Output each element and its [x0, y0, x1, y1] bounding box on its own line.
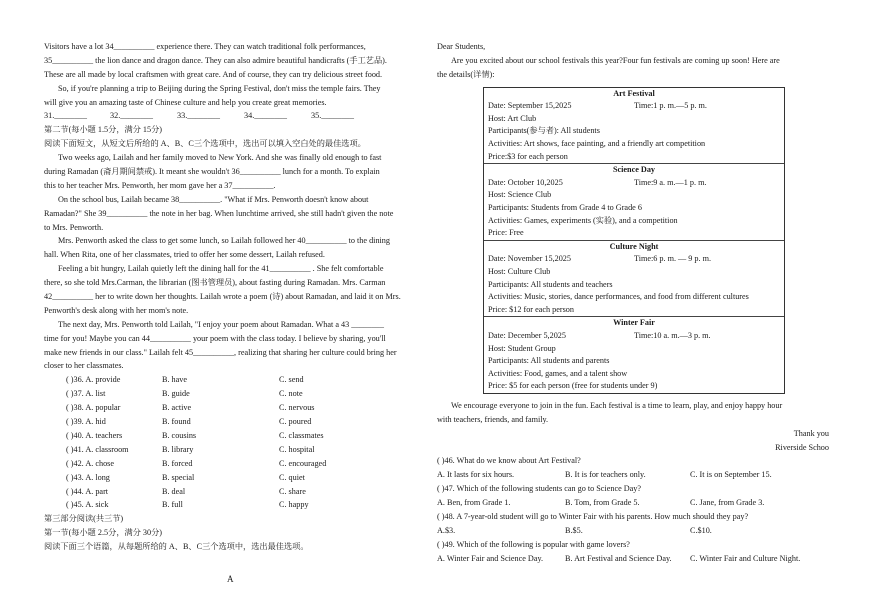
- question-stem: ( )48. A 7-year-old student will go to Winter Fair with his parents. How much should they pay?: [437, 512, 749, 522]
- option-a[interactable]: ( )40. A. teachers: [66, 430, 123, 440]
- festival-activities: Activities: Games, experiments (实验), and a competition: [488, 215, 678, 225]
- question-stem: ( )49. Which of the following is popular with game lovers?: [437, 539, 630, 549]
- festival-table: [483, 87, 785, 394]
- option-c[interactable]: C. Jane, from Grade 3.: [690, 498, 765, 508]
- answer-blank[interactable]: 32.________: [110, 111, 153, 121]
- festival-date-time: [484, 100, 784, 113]
- spacer: [44, 373, 66, 387]
- option-a[interactable]: ( )39. A. hid: [66, 417, 106, 427]
- option-b[interactable]: B. library: [162, 444, 194, 454]
- letter-closing: with teachers, friends, and family.: [437, 414, 549, 424]
- option-c[interactable]: C. happy: [279, 500, 309, 510]
- spacer: [44, 401, 66, 415]
- option-row: [44, 429, 426, 443]
- answer-blank[interactable]: 34.________: [244, 111, 287, 121]
- letter-closing: We encourage everyone to join in the fun. Each festival is a time to learn, play, and enjoy happy hour: [451, 400, 783, 410]
- spacer: [44, 457, 66, 471]
- festival-name: Art Festival: [613, 88, 655, 98]
- festival-name: Winter Fair: [484, 316, 784, 330]
- option-b[interactable]: B. deal: [162, 486, 186, 496]
- option-row: [44, 401, 426, 415]
- option-b[interactable]: B. active: [162, 403, 192, 413]
- page-marker: A: [227, 574, 234, 584]
- option-b[interactable]: B. full: [162, 500, 183, 510]
- option-b[interactable]: B. guide: [162, 389, 190, 399]
- option-b[interactable]: B. have: [162, 375, 188, 385]
- festival-participants: Participants(参与者): All students: [488, 126, 600, 136]
- cloze-passage: [44, 151, 426, 373]
- option-a[interactable]: ( )41. A. classroom: [66, 444, 129, 454]
- option-b[interactable]: B. cousins: [162, 430, 197, 440]
- section-heading: 第二节(每小题 1.5分，满分 15分): [44, 125, 163, 135]
- option-c[interactable]: C. Winter Fair and Culture Night.: [690, 553, 801, 563]
- passage-line: hall. When Rita, one of her classmates, tried to offer her some dessert, Lailah refused.: [44, 250, 325, 260]
- passage-line: These are all made by local craftsmen with great care. And of course, they can try delicious street food.: [44, 69, 383, 79]
- festival-host: Host: Culture Club: [488, 266, 551, 276]
- festival-time: Time:6 p. m. — 9 p. m.: [634, 254, 712, 264]
- spacer: [44, 498, 66, 512]
- passage-line: Two weeks ago, Lailah and her family moved to New York. And she was finally old enough to fast: [58, 153, 382, 163]
- spacer: [44, 443, 66, 457]
- festival-participants: Participants: Students from Grade 4 to Grade 6: [488, 203, 642, 213]
- passage-line: this to her teacher Mrs. Penworth, her mom gave her a 37__________.: [44, 180, 276, 190]
- answer-blank[interactable]: 31.________: [44, 111, 87, 121]
- option-a[interactable]: ( )44. A. part: [66, 486, 109, 496]
- option-b[interactable]: B. Art Festival and Science Day.: [565, 553, 672, 563]
- option-b[interactable]: B. It is for teachers only.: [565, 470, 646, 480]
- passage-line: On the school bus, Lailah became 38__________. "What if Mrs. Penworth doesn't know about: [58, 194, 369, 204]
- question-stem: ( )47. Which of the following students can go to Science Day?: [437, 484, 642, 494]
- option-a[interactable]: ( )36. A. provide: [66, 375, 121, 385]
- festival-date-time: [484, 330, 784, 343]
- festival-name: Culture Night: [484, 240, 784, 254]
- option-a[interactable]: A. Winter Fair and Science Day.: [437, 553, 544, 563]
- question-options: [437, 524, 829, 538]
- option-b[interactable]: B. Tom, from Grade 5.: [565, 498, 640, 508]
- question-options: [437, 496, 829, 510]
- spacer: [44, 485, 66, 499]
- festival-price: Price:$3 for each person: [488, 151, 568, 161]
- festival-host: Host: Science Club: [488, 190, 552, 200]
- spacer: [44, 429, 66, 443]
- passage-line: will give you an amazing taste of Chinese culture and help you create great memories.: [44, 97, 327, 107]
- option-c[interactable]: C. nervous: [279, 403, 315, 413]
- option-row: [44, 373, 426, 387]
- option-a[interactable]: ( )45. A. sick: [66, 500, 109, 510]
- part-heading: 第三部分阅读(共三节): [44, 514, 124, 524]
- passage-line: Ramadan?" She 39__________ the note in her bag. When lunchtime arrived, she still hadn't given the note: [44, 208, 394, 218]
- option-b[interactable]: B. found: [162, 417, 191, 427]
- left-column: [44, 40, 426, 554]
- right-column: [437, 40, 829, 566]
- festival-participants: Participants: All students and parents: [488, 356, 610, 366]
- answer-blank[interactable]: 33.________: [177, 111, 220, 121]
- option-row: [44, 443, 426, 457]
- passage-line: Mrs. Penworth asked the class to get some lunch, so Lailah followed her 40__________ to the dining: [58, 236, 390, 246]
- letter-intro: the details(详情):: [437, 69, 495, 79]
- festival-date-time: [484, 177, 784, 190]
- option-c[interactable]: C. share: [279, 486, 306, 496]
- option-b[interactable]: B. forced: [162, 458, 193, 468]
- answer-blank[interactable]: 35.________: [311, 111, 354, 121]
- option-row: [44, 457, 426, 471]
- festival-activities: Activities: Music, stories, dance performances, and food from different cultures: [488, 292, 749, 302]
- question-options: [437, 468, 829, 482]
- letter-thanks: Thank you: [793, 428, 829, 438]
- section-heading: 第一节(每小题 2.5分，满分 30分): [44, 528, 163, 538]
- reading-questions: [437, 454, 829, 565]
- option-row: [44, 498, 426, 512]
- option-b[interactable]: B.$5.: [565, 525, 583, 535]
- option-c[interactable]: C. quiet: [279, 472, 305, 482]
- letter-greeting: Dear Students,: [437, 42, 486, 51]
- option-a[interactable]: A.$3.: [437, 525, 456, 535]
- option-row: [44, 485, 426, 499]
- option-row: [44, 387, 426, 401]
- option-a[interactable]: ( )38. A. popular: [66, 403, 121, 413]
- festival-activities: Activities: Art shows, face painting, and a friendly art competition: [488, 139, 706, 149]
- option-c[interactable]: C.$10.: [690, 525, 712, 535]
- festival-date: Date: November 15,2025: [488, 254, 571, 264]
- spacer: [44, 387, 66, 401]
- passage-line: make new friends in our class." Lailah felt 45__________, realizing that sharing her culture could bring her: [44, 347, 397, 357]
- option-a[interactable]: ( )42. A. chose: [66, 458, 114, 468]
- festival-date-time: [484, 253, 784, 266]
- option-c[interactable]: C. It is on September 15.: [690, 470, 772, 480]
- option-c[interactable]: C. send: [279, 375, 304, 385]
- festival-date: Date: December 5,2025: [488, 330, 566, 340]
- option-b[interactable]: B. special: [162, 472, 195, 482]
- cloze-options: [44, 373, 426, 512]
- question-stem: ( )46. What do we know about Art Festival?: [437, 456, 581, 466]
- letter-signature: Riverside Schoo: [775, 442, 829, 452]
- festival-date: Date: September 15,2025: [488, 101, 572, 111]
- option-a[interactable]: ( )43. A. long: [66, 472, 110, 482]
- option-a[interactable]: A. It lasts for six hours.: [437, 470, 515, 480]
- option-c[interactable]: C. note: [279, 389, 303, 399]
- spacer: [44, 471, 66, 485]
- passage-line: 42__________ her to write down her thoughts. Lailah wrote a poem (诗) about Ramadan, and laid it on Mrs.: [44, 292, 401, 302]
- passage-line: Feeling a bit hungry, Lailah quietly left the dining hall for the 41__________ . She felt comfortable: [58, 264, 384, 274]
- letter-intro: Are you excited about our school festivals this year?Four fun festivals are coming up soon! Here are: [451, 55, 780, 65]
- option-c[interactable]: C. poured: [279, 417, 312, 427]
- festival-name: Science Day: [484, 163, 784, 177]
- passage-line: Visitors have a lot 34__________ experience there. They can watch traditional folk performances,: [44, 42, 366, 51]
- passage-line: time for you! Maybe you can 44__________ your poem with the class today. I believe by sharing, you'll: [44, 333, 386, 343]
- festival-host: Host: Art Club: [488, 113, 537, 123]
- answer-blanks-row: [44, 109, 426, 123]
- passage-line: during Ramadan (斋月期间禁戒). It meant she wouldn't 36__________ lunch for a month. To explain: [44, 167, 380, 177]
- festival-participants: Participants: All students and teachers: [488, 279, 613, 289]
- festival-date: Date: October 10,2025: [488, 177, 563, 187]
- option-a[interactable]: A. Ben, from Grade 1.: [437, 498, 511, 508]
- question-options: [437, 552, 829, 566]
- festival-host: Host: Student Group: [488, 343, 556, 353]
- option-c[interactable]: C. hospital: [279, 444, 315, 454]
- passage-line: closer to her classmates.: [44, 361, 124, 371]
- festival-activities: Activities: Food, games, and a talent show: [488, 368, 628, 378]
- festival-time: Time:9 a. m.—1 p. m.: [634, 177, 707, 187]
- passage-line: Penworth's desk along with her mom's note.: [44, 305, 189, 315]
- passage-line: The next day, Mrs. Penworth told Lailah, "I enjoy your poem about Ramadan. What a 43 ________: [58, 319, 384, 329]
- passage-line: to Mrs. Penworth.: [44, 222, 104, 232]
- festival-price: Price: Free: [488, 228, 524, 238]
- passage-line: there, so she told Mrs.Carman, the librarian (图书管理员), about fasting during Ramadan. Mrs. Carman: [44, 278, 386, 288]
- option-a[interactable]: ( )37. A. list: [66, 389, 106, 399]
- option-c[interactable]: C. classmates: [279, 430, 324, 440]
- section-instructions: 阅读下面三个语篇，从每题所给的 A、B、C三个选项中，选出最佳选项。: [44, 542, 309, 552]
- section-instructions: 阅读下面短文，从短文后所给的 A、B、C三个选项中，选出可以填入空白处的最佳选项。: [44, 139, 366, 149]
- option-c[interactable]: C. encouraged: [279, 458, 327, 468]
- passage-line: 35__________ the lion dance and dragon dance. They can also admire beautiful handicrafts (手工艺品).: [44, 55, 387, 65]
- passage-line: So, if you're planning a trip to Beijing during the Spring Festival, don't miss the temple fairs. They: [58, 83, 381, 93]
- spacer: [44, 415, 66, 429]
- festival-price: Price: $12 for each person: [488, 304, 574, 314]
- option-row: [44, 471, 426, 485]
- festival-time: Time:10 a. m.—3 p. m.: [634, 330, 711, 340]
- festival-price: Price: $5 for each person (free for students under 9): [488, 381, 658, 391]
- option-row: [44, 415, 426, 429]
- festival-time: Time:1 p. m.—5 p. m.: [634, 101, 707, 111]
